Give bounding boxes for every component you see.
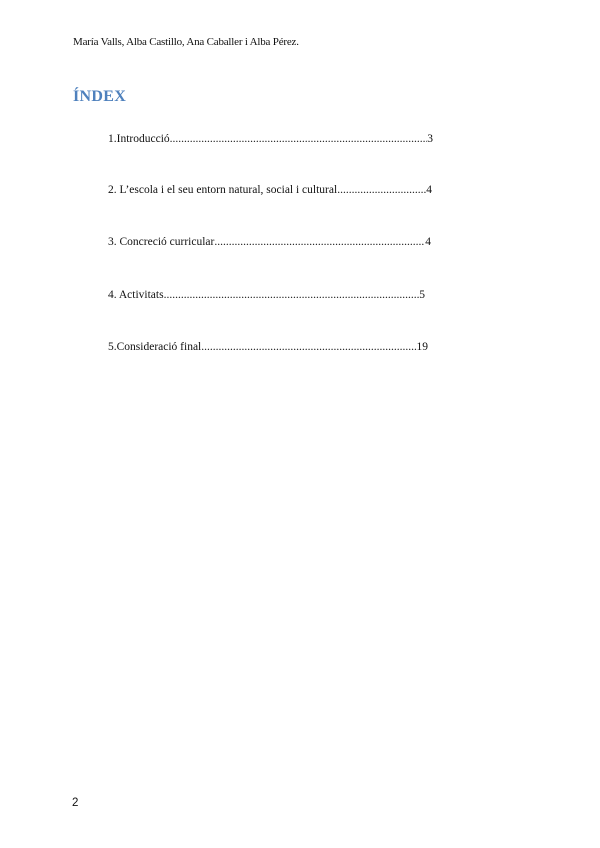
toc-entry-consideracio-final[interactable] — [108, 341, 428, 353]
toc-dot-leader — [337, 184, 426, 196]
toc-entry-label: 4. Activitats — [108, 289, 164, 301]
toc-dot-leader — [201, 341, 416, 353]
document-header-authors: María Valls, Alba Castillo, Ana Caballer i Alba Pérez. — [73, 36, 299, 48]
toc-entry-introduccio[interactable] — [108, 133, 433, 145]
toc-entry-page-number: 5 — [419, 289, 425, 301]
toc-entry-concrecio-curricular[interactable] — [108, 236, 431, 248]
toc-dot-leader — [170, 133, 428, 145]
toc-entry-label: 2. L’escola i el seu entorn natural, social i cultural — [108, 184, 338, 196]
toc-entry-page-number: 4 — [425, 236, 431, 248]
page-number: 2 — [72, 797, 79, 809]
toc-entry-label: 1.Introducció — [108, 133, 170, 145]
toc-entry-page-number: 3 — [427, 133, 433, 145]
toc-entry-label: 3. Concreció curricular — [108, 236, 215, 248]
toc-dot-leader — [214, 236, 425, 248]
page-title: ÍNDEX — [73, 88, 127, 105]
toc-dot-leader — [164, 289, 420, 301]
toc-entry-label: 5.Consideració final — [108, 341, 202, 353]
toc-entry-page-number: 19 — [416, 341, 428, 353]
toc-entry-escola-entorn[interactable] — [108, 184, 432, 196]
toc-entry-page-number: 4 — [426, 184, 432, 196]
toc-entry-activitats[interactable] — [108, 289, 425, 301]
